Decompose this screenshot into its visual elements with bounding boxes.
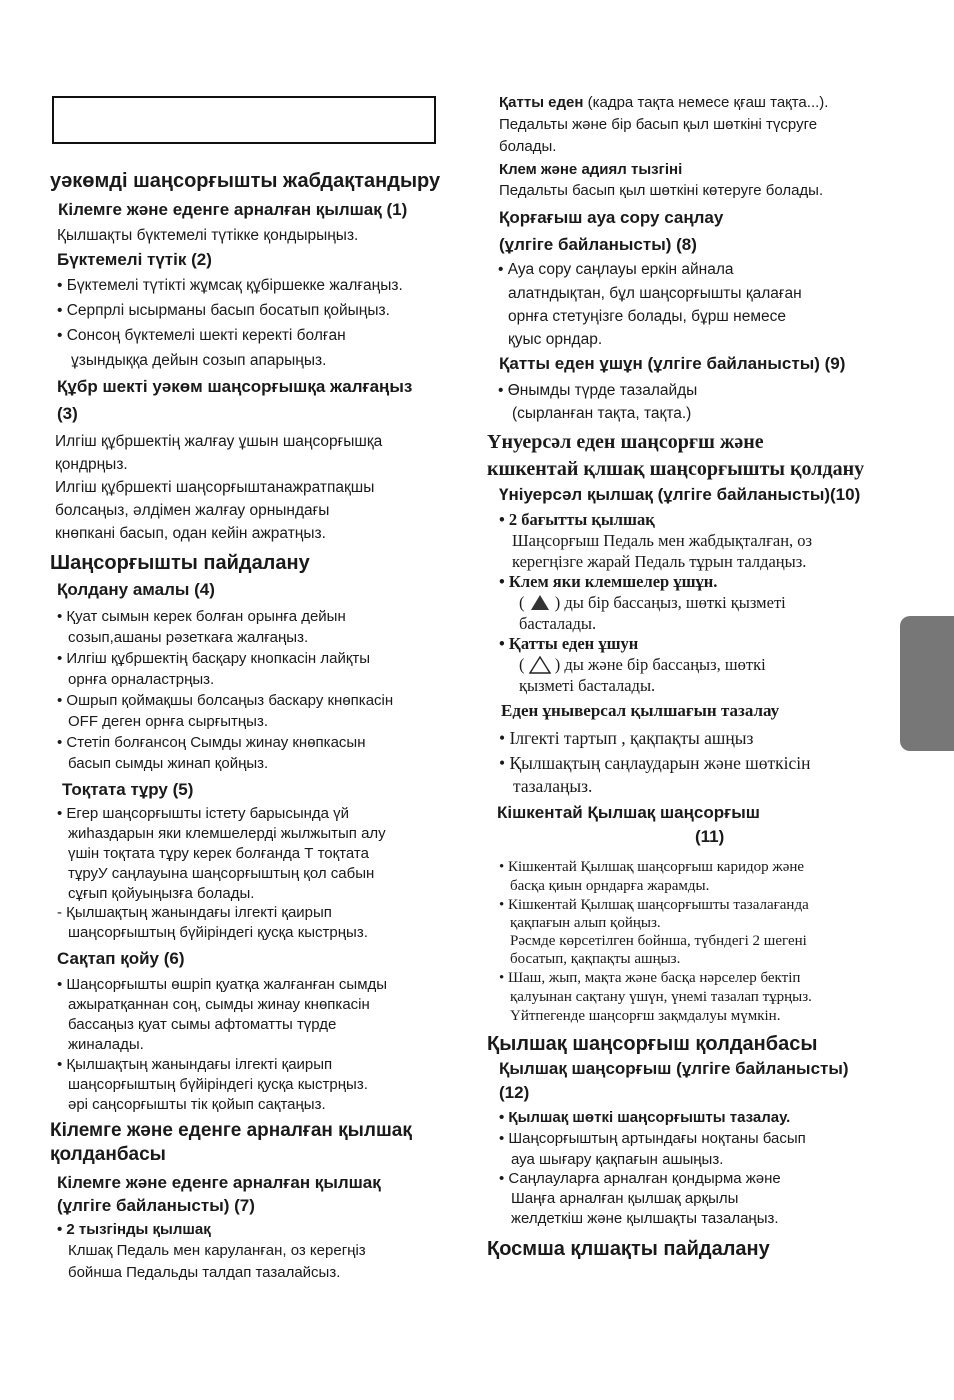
subheading-clean-universal: Еден ұныверсал қылшағын тазалау	[501, 701, 780, 720]
bullet: • Ілгекті тартып , қақпақты ашңыз	[499, 728, 754, 748]
bullet-cont: желдеткіш және қылшақты тазалаңыз.	[511, 1210, 779, 1227]
paren: (	[519, 655, 525, 674]
paragraph: Илгіш құбршектің жалғау ұшын шаңсорғышқа	[55, 433, 383, 450]
bullet-cont: алатндықтан, бұл шаңсорғышты қалаған	[508, 285, 802, 302]
paragraph: керегңізге жарай Педаль тұрын талдаңыз.	[512, 552, 807, 571]
bullet: • Стетіп болғансоң Сымды жинау кнөпкасын	[57, 734, 366, 751]
bullet-bold: • Клем яки клемшелер ұшұн.	[499, 572, 718, 591]
paragraph: Илгіш құбршекті шаңсорғыштанажратпақшы	[55, 479, 375, 496]
paragraph: қондрңыз.	[55, 456, 128, 473]
bullet: • Ошрып қоймақшы болсаңыз баскару кнөпкасін	[57, 692, 394, 709]
bullet-cont: Рәсмде көрсетілген бойнша, түбндегі 2 шегені	[510, 933, 807, 949]
subheading-operation: Қолдану амалы (4)	[57, 580, 215, 599]
subheading-air-guard-cont: (ұлгіге байланысты) (8)	[499, 235, 697, 254]
section-tab	[900, 616, 954, 751]
bullet-cont: ауа шығару қақпағын ашыңыз.	[511, 1151, 724, 1168]
bullet-cont: OFF деген орнға сырғытңыз.	[68, 713, 268, 730]
subheading-carpet: Клем және адиял тызгіні	[499, 161, 683, 178]
paragraph: Клшақ Педаль мен каруланған, оз керегңіз	[68, 1242, 366, 1259]
carpet-pedal-icon	[531, 595, 549, 610]
bullet-cont: жиһаздарын яки клемшелерді жылжытып алу	[68, 825, 386, 842]
section-title-universal-cont: кшкентай қлшақ шаңсорғышты қолдану	[487, 458, 865, 480]
paragraph: басталады.	[519, 614, 597, 633]
bullet: • Бүктемелі түтікті жұмсақ құбіршекке жалғаңыз.	[57, 277, 403, 294]
bullet-cont: үшін тоқтата тұру керек болғанда Т тоқтата	[68, 845, 369, 862]
bullet: • Кішкентай Қылшақ шаңсорғыш каридор және	[499, 859, 805, 875]
bullet-cont: басқа қиын орндарға жарамды.	[510, 878, 710, 894]
bullet: • Серпрлі ысырманы басып босатып қойыңыз.	[57, 302, 390, 319]
bullet-bold: • 2 тызгінды қылшақ	[57, 1221, 211, 1238]
bullet-cont: орнға стетуңізге болады, бұрш немесе	[508, 308, 786, 325]
paragraph: Қылшақты бүктемелі түтікке қондырыңыз.	[57, 227, 359, 244]
subheading-brush-model: Қылшақ шаңсорғыш (ұлгіге байланысты)	[499, 1059, 849, 1078]
subheading-floor-brush: Кілемге және еденге арналған қылшақ (1)	[58, 200, 408, 219]
bullet-cont: тазалаңыз.	[513, 776, 593, 796]
bullet-cont: әрі саңсорғышты тік қойып сақтаңыз.	[68, 1096, 326, 1113]
bullet-cont: қуыс орндар.	[508, 331, 603, 348]
subheading-small-brush: Кішкентай Қылшақ шаңсорғыш	[497, 803, 760, 822]
subheading-brush-model-number: (12)	[499, 1083, 530, 1102]
subheading-telescopic-tube: Бүктемелі түтік (2)	[57, 250, 212, 269]
bullet: • Қылшақтың саңлаударын және шөткісін	[499, 753, 811, 773]
paragraph: кнөпкані басып, одан кейін ажратңыз.	[55, 525, 326, 542]
bullet-cont: тұруУ саңлауына шаңсорғыштың қол сабын	[68, 865, 375, 882]
section-title-using: Шаңсорғышты пайдалану	[50, 552, 310, 574]
bullet-bold: • 2 бағытты қылшақ	[499, 510, 655, 529]
section-title-universal: Үнуерсәл еден шаңсорғш және	[487, 431, 764, 453]
paragraph	[499, 95, 828, 110]
bullet: • Шаңсорғышты өшріп қуатқа жалғанған сымды	[57, 976, 388, 993]
paragraph: қызметі басталады.	[519, 676, 656, 695]
bullet-cont: шаңсорғыштың бүйіріндегі қусқа кыстрңыз.	[68, 1076, 368, 1093]
paragraph: Педальты басып қыл шөткіні көтеруге болады.	[499, 182, 824, 199]
bullet-cont: босатып, қақпақты ашңыз.	[510, 951, 681, 967]
bullet: • Қылшақтың жанындағы ілгекті қаирып	[57, 1056, 333, 1073]
text: ) ды және бір бассаңыз, шөткі	[554, 655, 766, 674]
subheading-floor-brush-model: Кілемге және еденге арналған қылшақ	[57, 1173, 381, 1192]
bullet-cont: Үйтпегенде шаңсорғш зақмдалуы мүмкін.	[510, 1008, 781, 1024]
bullet: • Ауа сору саңлауы еркін айналa	[498, 261, 734, 278]
subheading-storage: Сақтап қойу (6)	[57, 949, 185, 968]
bullet-cont: (сырланған тақта, тақта.)	[512, 405, 692, 422]
bullet-cont: орнға орналастрңыз.	[68, 671, 215, 688]
bullet-cont: шаңсорғыштың бүйіріндегі қусқа кыстрңыз.	[68, 924, 368, 941]
paren: (	[519, 593, 525, 612]
bullet-cont: жиналады.	[68, 1036, 144, 1053]
paragraph: Шаңсорғыш Педаль мен жабдықталған, оз	[512, 531, 813, 550]
section-title-floor-brush: Кілемге және еденге арналған қылшақ	[50, 1120, 412, 1141]
subheading-floor-brush-model-cont: (ұлгіге байланысты) (7)	[57, 1196, 255, 1215]
bold-label: Қатты еден	[499, 94, 584, 111]
bullet-cont: қалуынан сақтану үшүн, үнемі тазалап тұрңыз.	[510, 989, 812, 1005]
subheading-small-brush-number: (11)	[695, 827, 725, 846]
bullet: • Сонсоң бүктемелі шекті керекті болған	[57, 327, 346, 344]
subheading-universal-brush: Үніуерсәл қылшақ (ұлгіге байланысты)(10)	[499, 485, 861, 504]
paragraph: болады.	[499, 138, 557, 155]
bullet-cont: бассаңыз қуат сымы афтоматты түрде	[68, 1016, 337, 1033]
bullet-bold: • Қатты еден ұшун	[499, 634, 639, 653]
text: (кадра тақта немесе қғаш тақта...).	[583, 94, 829, 111]
text: ) ды бір бассаңыз, шөткі қызметі	[554, 593, 786, 612]
bullet: • Егер шаңсорғышты істету барысында үй	[57, 805, 350, 822]
bullet: • Саңлауларға арналған қондырма және	[499, 1170, 781, 1187]
bullet-cont: басып сымды жинап қойңыз.	[68, 755, 269, 772]
bullet: • Илгіш құбршектің басқару кнопкасін лайқты	[57, 650, 371, 667]
paragraph: бойнша Педальды талдап тазалайсыз.	[68, 1264, 341, 1281]
section-title-accessories: уәкөмді шаңсорғышты жабдақтандыру	[50, 170, 441, 192]
paragraph: Педальты және бір басып қыл шөткіні түсруге	[499, 116, 818, 133]
bullet: - Қылшақтың жанындағы ілгекті қаирып	[57, 904, 332, 921]
bullet: • Өнымды түрде тазалайды	[498, 382, 698, 399]
bullet: • Қуат сымын керек болған орынға дейын	[57, 608, 346, 625]
bullet-bold: • Қылшақ шөткі шаңсорғышты тазалау.	[499, 1109, 791, 1126]
header-box	[52, 96, 436, 144]
bullet-cont: қақпағын алып қойңыз.	[510, 915, 661, 931]
subheading-hose: Құбр шекті уәкөм шаңсорғышқа жалғаңыз	[57, 377, 413, 396]
bullet-cont: Шаңға арналған қылшақ арқылы	[511, 1190, 739, 1207]
bullet-cont: созып,ашаны рәзеткаға жалғаңыз.	[68, 629, 309, 646]
section-title-floor-brush-cont: қолданбасы	[50, 1144, 166, 1165]
bullet: • Шаш, жып, мақта және басқа нәрселер бектіп	[499, 970, 801, 986]
paragraph	[519, 595, 786, 612]
bullet-cont: ажыратқаннан соң, сымды жинау кнөпкасін	[68, 996, 370, 1013]
paragraph: болсаңыз, әлдімен жалғау орнындағы	[55, 502, 330, 519]
bullet: • Шаңсорғыштың артындағы ноқтаны басып	[499, 1130, 806, 1147]
bullet-cont: сұғып қойуыңызға болады.	[68, 885, 255, 902]
bullet: • Кішкентай Қылшақ шаңсорғышты тазалағанда	[499, 897, 809, 913]
subheading-pause: Тоқтата тұру (5)	[62, 780, 194, 799]
hard-floor-pedal-icon	[531, 657, 549, 672]
section-title-brush-use: Қылшақ шаңсорғыш қолданбасы	[487, 1033, 818, 1055]
bullet-cont: ұзындыққа дейын созып апарыңыз.	[71, 352, 327, 369]
section-title-extra-brush: Қосмша қлшақты пайдалану	[487, 1238, 770, 1260]
subheading-hard-floor: Қатты еден ұшұн (ұлгіге байланысты) (9)	[499, 354, 846, 373]
subheading-hose-number: (3)	[57, 404, 78, 423]
subheading-air-guard: Қорғағыш ауа сору саңлау	[499, 208, 724, 227]
paragraph	[519, 657, 766, 674]
